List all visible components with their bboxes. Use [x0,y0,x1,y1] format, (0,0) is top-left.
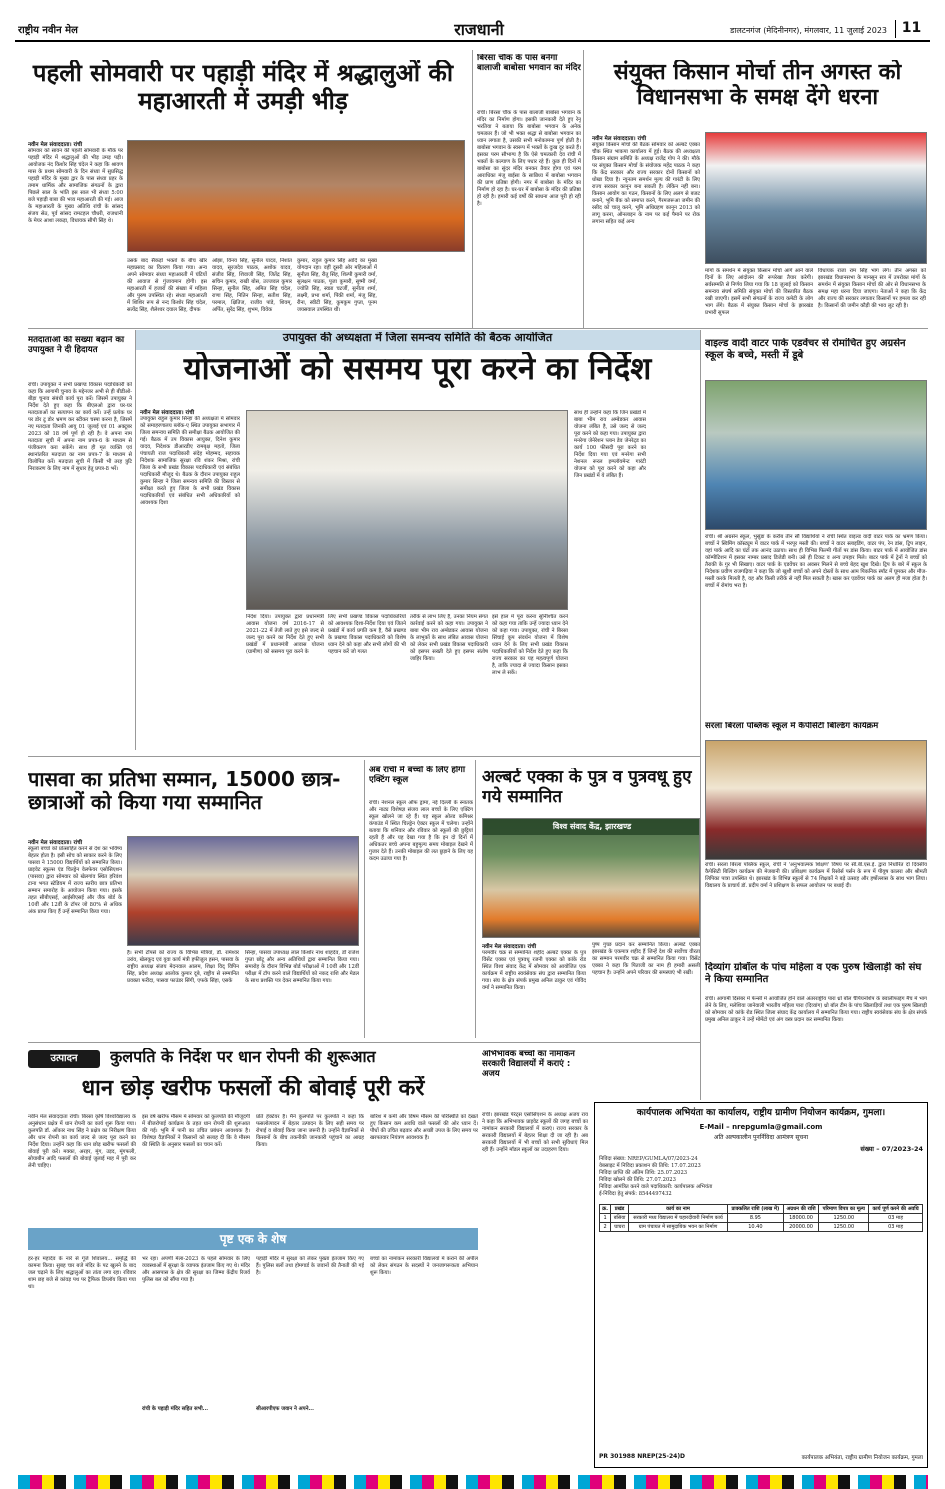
shesh-col3-head: सीआरपीएफ जवान ने अपने... [256,1406,314,1412]
table-row [600,1214,923,1223]
tender-table [599,1204,923,1232]
sarla-headline: सरला बिरला पब्लिक स्कूल में कैपेसिटी बिल्डिंग कार्यक्रम [705,722,879,731]
tender-detail: वेबसाइट में निविदा प्रकाशन की तिथि: 17.07.2023 [599,1163,701,1169]
page-number: 11 [895,20,927,38]
paswa-byline: नवीन मेल संवाददाता। रांची [28,840,83,846]
matdata-body: रांची। उपायुक्त ने सभी प्रखण्ड विकास पदाधिकारी को कहा कि आगामी चुनाव के मद्देनजर अभी से ही बीडीओ-बीड़ा चुनाव संबंधी कार्य पूरा करें। जिसमें उपायुक्त ने निर्देश देते हुए कहा कि बीएलओ द्वारा घर-घर मतदाताओं का सत्यापन का कार्य करें। उन्हें प्रत्येक घर पर डोर टू डोर भ्रमण कर स्टीकर चस्पा करना है, जिसमें नए मतदाता जिनकी आयु 01 जुलाई एवं 01 अक्टूबर 2023 को 18 वर्ष पूर्ण हो रही है। वे अपना नाम मतदाता सूची में अपना नाम प्रपत्र-6 के माध्यम से पंजीकरण करा सकेंगे। साथ ही मृत व्यक्ति एवं स्थानांतरित मतदाता का नाम प्रपत्र-7 के माध्यम से विलोपित करें। मतदाता सूची में किसी भी तरह त्रुटि निराकरण के लिए नाम में सुधार हेतु प्रपत्र-8 भरें। [28,382,132,472]
shesh-banner: पृष्ट एक के शेष [28,1228,478,1250]
waterpark-body: रांची। श्री अग्रसेन स्कूल, भुसुंडा के करीब तीन सौ विद्यार्थियों ने रांची स्थित वाइल्ड वादी वाटर पार्क का भ्रमण किया। बच्चों ने स्विमिंग कॉस्ट्यूम में वाटर पार्क में भरपूर मस्ती की। बच्चों ने वाटर स्लाइडिंग, वाटर पंप, रेन डांस, ट्रिप लाइन, वहां पार्क आदि का घंटों तक आनंद उठाया। साथ ही विभिन्न फिल्मी गीतों पर डांस किया। बाटर पार्क में आयोजित डांस कॉम्पीटिशन में इसका नाम्बर प्रसाद डिजेडी बनी। उसे ही टिकट व अन्य उपहार मिले। बाटर पार्क में ट्रेनों ने बच्चों को तैराकी के गुर भी सिखाए। वाटर पार्क के एडवेंचर का अवसर मिलने से बच्चे बेहद खुश दिखे। ट्रिप के बारे में स्कूल के निदेशक प्रवीण राजगढ़िया ने कहा कि जो खुशी बच्चों को अपने दोस्तों के साथ आम पिकनिक स्पॉट में घूमकर और मौज-मस्ती करके मिलती है, वह और किसी तरीके से नहीं मिल सकती है। खास कर एडवेंचर पार्क का अलग ही मजा होता है। बच्चों में रोमांच भरा है। [705,534,927,589]
tender-details [599,1156,923,1198]
kisan-col2: मांगों के समर्थन में संयुक्त किसान मोर्चा आगे आने वाले दिनों के लिए आंदोलन की रूपरेखा तैयार करेगी। सर्वसम्मति से निर्णय लिया गया कि 18 जुलाई को किसान समन्वय संघर्ष समिति संयुक्त मोर्चा की विस्तारित बैठक रखी जाएगी। इसमें सभी संगठनों के राज्य कमेटी के लोग भाग लेंगे। बैठक में संयुक्त किसान मोर्चा के झारखंड प्रभारी सुफल [705,268,813,316]
dhan-kicker: कुलपति के निर्देश पर धान रोपनी की शुरूआत [110,1048,376,1066]
mahaarti-byline: नवीन मेल संवाददाता। रांची [28,142,83,148]
tender-td: 03 माह [869,1223,923,1232]
section-rule [28,328,928,329]
sarla-body: रांची। सरला बिरला पब्लिक स्कूल, रांची ने 'अनुभवात्मक शिक्षण' विषय पर सी.बी.एस.ई. द्वारा निर्धारित दो दिवसीय कैपेसिटी बिल्डिंग कार्यक्रम की मेजबानी की। प्रशिक्षण कार्यक्रम में रिसोर्स पर्सन के रूप में पीयूष कालरा और श्रीमती लिपिका पात्रा उपस्थित थे। झारखंड के विभिन्न स्कूलों से 74 शिक्षकों ने बड़े उत्साह और हर्षोल्लास के साथ भाग लिया। विद्यालय के प्राचार्य डॉ. प्रदीप वर्मा ने प्रशिक्षण के सफल आयोजन पर बधाई दी। [705,862,927,889]
tender-notice [594,1102,928,1468]
yojana-headline: योजनाओं को ससमय पूरा करने का निर्देश [183,352,652,387]
paswa-body: स्कूलों बच्चों को प्रोत्साहित करने से देश का भविष्य बेहतर होता है। इसी सोच को साकार करने के लिए पासवा ने 15000 विद्यार्थियों को सम्मानित किया। प्राइवेट स्कूल्स एंड चिल्ड्रेन वेलफेयर एसोसिएशन (पासवा) द्वारा सोमवार को खेलगांव स्थित हरिवंश टाना भगत स्टेडियम में राज्य स्तरीय छात्र प्रतिभा सम्मान समारोह के आयोजन किया गया। इसके तहत सीबीएसई, आईसीएसई और जैक बोर्ड के 10वीं और 12वीं के टॉपर जो 80% से अधिक अंक प्राप्त किए हैं उन्हें सम्मानित किया गया। [28,846,122,915]
kisan-body: संयुक्त किसान मोर्चा की बैठक सोमवार को अल्बर्ट एक्का चौक स्थित भाकपा कार्यालय में हुई। बैठक की अध्यक्षता किसान संग्राम समिति के अध्यक्ष राजेंद्र गोप ने की। मौके पर संयुक्त किसान मोर्चा के संयोजक महेंद्र पाठक ने कहा कि केंद्र सरकार और राज्य सरकार दोनों किसानों को धोखा दिया है। न्यूनतम समर्थन मूल्य की गारंटी के लिए राज्य सरकार कानून बना सकती है। लेकिन नहीं बना। किसान आयोग का गठन, किसानों के लिए अलग से बजट बनाने, भूमि बैंक को समाप्त करने, गैरमजरूआ जमीन की रसीद को चालू करने, भूमि अधिग्रहण कानून 2013 को लागू करना, ऑनलाइन के नाम पर कई पैमाने पर रोक लगाना सहित कई अन्य [592,142,700,225]
yojana-col4: तरीके से लाभ लिए हैं, उनका नियम संगत कार्रवाई करने को कहा गया। उपायुक्त ने बाबा भीम राव अम्बेडकर आवास योजना के लाभुकों के साथ लंबित आवास योजना को लेकर सभी प्रखंड विकास पदाधिकारी को इसपर सख्ती देते हुए इसपर संतोष जाहिर किया। [410,614,488,662]
tender-table-header [600,1205,923,1214]
yojana-col5: साथ ही उन्होंने कहा कि जिन प्रखंडों में बाबा भीम राव अम्बेडकर आवास योजना लंबित है, उसे जल्द से जल्द पूरा करने को कहा गया। उपायुक्त द्वारा मनरेगा जेनेरेशन प्लान डेव जेनरेट्ड का कार्य 100 फीसदी पूरा करने का निर्देश दिया गया एवं मनरेगा सभी नेशनल रूरल इम्प्लॉयमेन्ट गारंटी योजना को पूरा करने को कहा और जिन प्रखंडों में ये लंबित हैं। [574,410,646,479]
kisan-col3: विधायक राजा राम सिंह भाग लेंगे। तीन अगस्त को झारखंड विधानसभा के मानसून सत्र में उपरोक्त मांगों के समर्थन में संयुक्त किसान मोर्चा की ओर से विधानसभा के समक्ष महा धरना दिया जाएगा। नेताओं ने कहा कि केंद्र और राज्य की सरकार लगातार किसानों पर हमला कर रही है। किसानों की जमीन कौड़ी की भाव लूट रही है। [818,268,926,309]
mahaarti-headline: पहली सोमवारी पर पहाड़ी मंदिर में श्रद्धालुओं की महाआरती में उमड़ी भीड़ [32,60,454,115]
section-rule [28,756,700,757]
tender-td: घाघरा [611,1223,629,1232]
table-row [600,1223,923,1232]
yojana-col2: निर्देश दिया। उपायुक्त द्वारा प्रधानमंत्री आवास योजना वर्ष 2016-17 से 2021-22 में तेजी लाते हुए इसे जल्द से जल्द पूरा करने का निर्देश देते हुए सभी प्रखंडों में प्रधानमंत्री आवास योजना (ग्रामीण) को ससमय पूरा करने के [246,614,324,655]
albert-photo-banner: विश्व संवाद केंद्र, झारखण्ड [483,819,700,835]
mahaarti-col3: ओझा, विनय सिंह, सुनील यादव, निशांत यादव, सूरजदेव पाठक, अशोक यादव, संजीव सिंह, शिवाजी सिंह, जितेंद्र सिंह, सचिन कुमार, राखी बोस, उज्जवल कुमार सिन्हा, सुनील सिंह, अमित सिंह चंदेल, राणा सिंह, नितिन सिन्हा, सतीश सिंह, परमाल, क्षितिज, राजीव पांडे, शिवम्, अर्पित, सुरेंद्र सिंह, शुभम, विवेक [212,258,292,313]
tender-td: 03 माह [869,1214,923,1223]
balaji-headline: बिरसा चौक के पास बनेगा बालाजी बाबोसा भगवान का मंदिर [477,54,581,73]
albert-photo [482,818,700,938]
tender-th: अग्रधन की राशि [783,1205,819,1214]
divyang-body: रांची। आगामी दिसंबर में फेन्सी में आयोजित होने वाले अंतरराष्ट्रीय पारा थ्रो बॉल चैंपियनशिप के क्वालीफाइंग मैच में भाग लेने के लिए, मलेशिया जानेवाली भारतीय महिला पारा (दिव्यांग) थ्रो बॉल टीम के पांच खिलाड़ियों तथा एक पुरुष खिलाड़ी को सोमवार को कांके रोड स्थित जिला संघाद केंद्र कार्यालय में सम्मानित किया गया। राष्ट्रीय स्वयंसेवक संघ के क्षेत्र संपर्क प्रमुख अनिल ठाकुर ने उन्हें मोमेंटो एवं अंग वस्त्र प्रदान कर सम्मानित किया। [705,996,927,1023]
dhan-col4: बारिश में कमी और विषम मौसम की परिस्थिति को देखते हुए किसान कम अवधि वाले फसलों की ओर ध्यान दें। पौधों की उचित बढ़वार और अच्छी उपज के लिए समय पर खरपतवार नियंत्रण आवश्यक है। [370,1114,478,1141]
balaji-body: रांची। बिरसा चौक के पास बालाजी बाबोसा भगवान के मंदिर का निर्माण होगा। इसकी जानकारी देते हुए रेनू भरतिया ने बताया कि बाबोसा भगवान के अनेक चमत्कार हैं। जो भी भक्त श्रद्धा से बाबोसा भगवान का ध्यान लगाता है, उसकी सभी मनोकामना पूर्ण होती है। बाबोसा भगवान के स्वरूप में भक्तों के दुःख दूर करते हैं। इसका परम सौभाग्य है कि ऐसे चमत्कारी देव रांची में भक्तों के कल्याण के लिए पधार रहे हैं। कुछ ही दिनों में बाबोसा का सुंदर मंदिर बनकर तैयार होगा एवं परम आराधिका मंजू बाईसा के सान्निध्य में बाबोसा भगवान की प्राण प्रतिष्ठा होगी। नगर में बाबोसा के मंदिर का निर्माण हो रहा है। घर-घर में बाबोसा के मंदिर की प्रतिष्ठा हो रही है। हमारी कई वर्षों की साधना आज पूरी हो रही है। [477,110,581,207]
acting-body: रांची। नेशनल स्कूल ऑफ ड्रामा, नई दिल्ली के स्नातक और नाट्य विशेषज्ञ संजय लाल बच्चों के लिए एक्टिंग स्कूल खोलने जा रहे हैं। यह स्कूल ओल्ड कमिश्नर कंपाउंड में स्थित चिल्ड्रेन ऐक्टर स्कूल में चलेगा। उन्होंने बताया कि शनिवार और रविवार को स्कूलों की छुट्टियां रहती हैं और यह देखा गया है कि इन दो दिनों में अधिकतर बच्चे अपना बहुमूल्य समय मोबाइल देखने में गुजार देते हैं। उनकी मोबाइल की लत छुड़ाने के लिए यह कदम उठाया गया है। [369,800,473,862]
waterpark-photo [705,380,927,530]
kisan-photo [705,132,927,264]
shesh-col1: हर-हर महादेव के नारे से गूंजे शिवालय... समृद्धि की कामना किया। सुबह चार बजे मंदिर के पट खुलने के बाद जल चढ़ाने के लिए श्रद्धालुओं का तांता लगा रहा। रविवार शाम छह बजे से कांवड़ पथ पर ट्रैफिक डिप्लॉय किया गया था। [28,1256,136,1290]
divyang-headline: दिव्यांग ग्रोबॉल के पांच महिला व एक पुरुष खिलाड़ी को संघ ने किया सम्मानित [705,962,922,985]
dateline: डालटनगंज (मेदिनीनगर), मंगलवार, 11 जुलाई 2023 [730,26,887,35]
tender-detail: निविदा प्राप्ति की अंतिम तिथि: 25.07.2023 [599,1170,688,1176]
dhan-col2: इस वर्ष खरीफ मौसम में सोमवार को कुलपति की मौजूदगी में बीजरोपाई कार्यक्रम के तहत धान रोपनी की शुरूआत की गई। भूमि में पानी का उचित प्रबंधन आवश्यक है। विशेषज्ञ वैज्ञानिकों ने किसानों को सलाह दी कि वे मौसम की स्थिति के अनुसार फसलों का चयन करें। [142,1114,250,1148]
paswa-col2: है। सभी टॉपर्स को राज्य के विभिन्न मंत्रियों, डॉ. रामेश्वर उरांव, खेलकूद एवं युवा कार्य मंत्री हफीजुल हसन, पासवा के राष्ट्रीय अध्यक्ष संजय मेदनवाल आलम, शिक्षा विद् विपिन सिंह, प्रदेश अध्यक्ष आलोक कुमार दूबे, राष्ट्रीय से सम्मानित प्रवक्ता फरीदा, पासवा फाउंडर सिंगी, एफके सिंहा, एसके [127,950,239,984]
tender-td: सरकारी मध्य विद्यालय में चहारदीवारी निर्माण कार्य [628,1214,727,1223]
edition-label: राजधानी [454,20,504,39]
yojana-photo [246,410,568,610]
tender-td: 10.40 [728,1223,783,1232]
yojana-body: उपायुक्त राहुल कुमार सिन्हा की अध्यक्षता में सोमवार को समाहरणालय ब्लॉक-ए स्थित उपायुक्त सभागार में जिला समन्वय समिति की समीक्षा बैठक आयोजित की गई। बैठक में उप विकास आयुक्त, दिनेश कुमार यादव, निदेशक डीआरडीए रामबृक्ष महतो, जिला पंचायती राज पदाधिकारी संदेह मोहम्मद, सहायक निदेशक सामाजिक सुरक्षा रवि शंकर मिश्रा, रांची जिला के सभी प्रखंड विकास पदाधिकारी एवं संबंधित पदाधिकारी मौजूद थे। बैठक के दौरान उपायुक्त राहुल कुमार सिन्हा ने जिला समन्वय समिति की विस्तार से समीक्षा करते हुए जिला के सभी प्रखंड विकास पदाधिकारियों एवं संबंधित सभी अधिकारियों को आवश्यक दिशा [140,416,240,506]
tender-notice-number: संख्या – 07/2023-24 [860,1145,923,1153]
yojana-byline: नवीन मेल संवाददाता। रांची [140,410,195,416]
tender-td: 1 [600,1214,611,1223]
tender-th: परिमाण विपत्र का मूल्य [819,1205,869,1214]
tender-th: प्राक्कलित राशि (लाख में) [728,1205,783,1214]
tender-detail: निविदा खोलने की तिथि: 27.07.2023 [599,1177,676,1183]
yojana-col3: लिए सभी प्रखण्ड विकास पदाधिकारियों को आवश्यक दिशा-निर्देश दिया एवं जितने प्रखंडों में कार्य प्रगति कम है, वैसे प्रखण्ड के प्रखण्ड विकास पदाधिकारी को विशेष ध्यान देने को कहा और सभी लोगों की भी पहचान करें जो गलत [328,614,406,655]
abhibhavak-body: रांची। झारखंड पेरेंट्स एसोसिएशन के अध्यक्ष अजय राय ने कहा कि अभिभावक प्राइवेट स्कूलों की जगह बच्चों का नामांकन सरकारी विद्यालयों में कराएं। राज्य सरकार के सरकारी विद्यालयों में बेहतर शिक्षा दी जा रही है। अब सरकारी विद्यालयों में भी बच्चों को सभी सुविधाएं मिल रही हैं। उन्होंने मॉडल स्कूलों का उदाहरण दिया। [482,1112,588,1153]
tender-footer: PR 301988 NREP(25-24)D [599,1453,686,1460]
masthead [0,0,945,40]
yojana-col6: इसे हाल में पूरा करना सुनिश्चित करने को कहा गया ताकि उन्हें ज्यादा ध्यान देने को कहा गया। उपायुक्त, रांची ने बिरसा सिंचाई कूप संवर्धन योजना में विशेष ध्यान देने के लिए सभी प्रखंड विकास पदाधिकारियों को निर्देश देते हुए कहा कि राज्य सरकार का यह महत्वपूर्ण योजना है, ताकि ज्यादा से ज्यादा किसान इसका लाभ ले सकें। [492,614,568,676]
tender-th: कार्य पूर्ण करने की अवधि [869,1205,923,1214]
dhan-tag: उत्पादन [28,1050,100,1068]
dhan-col3: प्रति हेक्टेयर है। मैंने कुलपति पर कुलपति ने कहा कि फसलोत्पादन में बेहतर उत्पादन के लिए सही समय पर रोपाई व बोवाई किया जाना जरूरी है। उन्होंने वैज्ञानिकों से किसानों के बीच तकनीकी जानकारी पहुंचाने का आग्रह किया। [256,1114,364,1148]
paswa-photo [127,836,359,946]
albert-body: परमवीर चक्र से सम्मानित शहीद अल्बर्ट एक्का के पुत्र विंसेंट एक्का एवं पुत्रवधू रजनी एक्का को कांके रोड स्थित विश्व संवाद केंद्र में सोमवार को आयोजित एक कार्यक्रम में राष्ट्रीय स्वयंसेवक संघ द्वारा सम्मानित किया गया। संघ के क्षेत्र संपर्क प्रमुख अनिल ठाकुर एवं गोविंद वर्मा ने सम्मानित किया। [482,950,586,991]
tender-th: प्रखंड [611,1205,629,1214]
mahaarti-body: सोमवार को सावन की पहली सोमवारी के मौके पर पहाड़ी मंदिर में श्रद्धालुओं की भीड़ उमड़ पड़ी। आयोजक नंद किशोर सिंह चंदेल ने कहा कि श्रावण मास के प्रथम सोमवारी के दिन संध्या में सुप्रसिद्ध पहाड़ी मंदिर के मुख्य द्वार के पास संध्या प्रहर के तमाम धार्मिक और सामाजिक संगठनों के द्वारा पिछले साल के भांति इस साल भी संध्या 5:00 बजे पहाड़ी बाबा की भव्य महाआरती की गई। आज के महाआरती के मुख्य अतिथि रांची के सांसद संजय सेठ, पूर्व सांसद रामटहल चौधरी, राजधानी के मेयर आशा लकड़ा, विधायक सीपी सिंह थे। [28,148,123,224]
paper-logo: राष्ट्रीय नवीन मेल [18,25,78,36]
abhibhavak-headline: अभिभावक बच्चों का नामांकन सरकारी विद्यालयों में कराएं : अजय [482,1050,575,1079]
tender-signature: कार्यपालक अभियंता, राष्ट्रीय ग्रामीण नियोजन कार्यक्रम, गुमला [801,1455,923,1461]
sarla-photo [705,740,927,860]
albert-byline: नवीन मेल संवाददाता। रांची [482,944,537,950]
waterpark-headline: वाइल्ड वादी वाटर पार्क एडवेंचर से रोमांचित हुए अग्रसेन स्कूल के बच्चे, मस्ती में डूबे [705,338,906,361]
matdata-headline: मतदाताओं की संख्या बढ़ाने का उपायुक्त ने दी हिदायत [28,336,125,355]
tender-notice-title: अति अल्पकालीन पुनर्निविदा आमंत्रण सूचना [713,1134,809,1141]
kisan-headline: संयुक्त किसान मोर्चा तीन अगस्त को विधानसभा के समक्ष देंगे धरना [613,60,902,111]
kisan-byline: नवीन मेल संवाददाता। रांची [592,136,647,142]
tender-office: कार्यपालक अभियंता का कार्यालय, राष्ट्रीय ग्रामीण नियोजन कार्यक्रम, गुमला। [636,1108,886,1118]
column-rule [135,330,136,750]
acting-box [364,760,476,1038]
paswa-col3: सिन्हा, पासवा उपाध्यक्ष लाल किशोर नाथ शाहदेव, डॉ राजेश गुप्ता छोटू और अन्य अतिथियों द्वारा सम्मानित किया गया। समारोह के दौरान विभिन्न बोर्ड परीक्षाओं में 10वीं और 12वीं परीक्षा में टॉप करने वाले विद्यार्थियों को नकद राशि और मेडल के साथ प्रशस्ति पत्र देकर सम्मानित किया गया। [245,950,359,984]
tender-th: कार्य का नाम [628,1205,727,1214]
tender-email: E-Mail – nrepgumla@gmail.com [699,1123,823,1131]
mahaarti-photo [127,140,465,252]
shesh-col2 [142,1256,250,1466]
masthead-rule [15,40,930,42]
section-rule [28,1042,700,1043]
tender-td: 20000.00 [783,1223,819,1232]
shesh-col3 [256,1256,364,1466]
tender-detail: निविदा आमंत्रित करने वाले पदाधिकारी: कार्यपालक अभियंता [599,1184,713,1190]
acting-headline: अब रांची में बच्चों के लिए होगा एक्टिंग स्कूल [369,766,466,785]
tender-td: बसिया [611,1214,629,1223]
balaji-box [472,50,584,328]
column-rule [700,330,701,1100]
yojana-kicker: उपायुक्त की अध्यक्षता में जिला समन्वय समिति की बैठक आयोजित [282,332,553,344]
shesh-col2-body: भर रहा। अपणी मेला-2023 के पहले सोमवार के लिए व्यवस्थाओं में सुरक्षा के व्यापक इंतजाम किए गए थे। मंदिर और आसपास के क्षेत्र की सुरक्षा का जिम्मा केंद्रीय रिजर्व पुलिस बल को सौंपा गया है। [142,1256,250,1283]
mahaarti-col2: उसके बाद सैकड़ों भक्तों के बीच खीर महाप्रसाद का वितरण किया गया। अन्य अपने सोमवार संध्या महाआरती में घंटियों की आवाज से गुंजायमान होगी। इस महाआरती में हजारों की संख्या में महिला और पुरुष उपस्थित रहे। संध्या महाआरती में शिशिर रूप से नन्द किशोर सिंह चंदेल, सत्येंद्र सिंह, शैलेश्वर दयाल सिंह, दीपक [127,258,207,313]
albert-col2: पुष्प गुच्छ प्रदान कर सम्मानित किया। अल्बर्ट एक्का झारखंड के एकमात्र शहीद हैं जिन्हें देश की सर्वोच्च वीरता का सम्मान परमवीर चक्र से सम्मानित किया गया। विंसेंट एक्का ने कहा कि पिताजी का नाम ही हमारी असली पहचान है। उन्होंने अपने परिवार की समस्याएं भी रखीं। [592,942,700,976]
shesh-col2-head: रांची के पहाड़ी मंदिर सहित सभी... [142,1406,209,1412]
tender-td: 8.95 [728,1214,783,1223]
registration-bar [18,1475,928,1489]
tender-td: ग्राम पंचायत में सामुदायिक भवन का निर्माण [628,1223,727,1232]
dhan-body: नवीन मेल संवाददाता रांची। बिरसा कृषि विश्वविद्यालय के अनुसंधान प्रक्षेत्र में धान रोपनी का कार्य शुरू किया गया। कुलपति डॉ. ओंकार नाथ सिंह ने प्रक्षेत्र का निरीक्षण किया और धान रोपनी का कार्य जल्द से जल्द पूरा करने का निर्देश दिया। उन्होंने कहा कि धान छोड़ खरीफ फसलों की बोवाई पूरी करें। मक्का, अरहर, मूंग, उड़द, मूंगफली, सोयाबीन आदि फसलों की बोवाई जुलाई माह में पूरी कर लेनी चाहिए। [28,1114,136,1169]
tender-th: क्र. [600,1205,611,1214]
tender-detail: निविदा संख्या: NREP/GUMLA/07/2023-24 [599,1156,698,1162]
mahaarti-col4: कुमार, राहुल कुमार सिंह आदि का मुख्य योगदान रहा। वहीं दूसरी ओर महिलाओं में सुनीता सिंह, रीतू सिंह, शिल्पी कुमारी वर्मा, सुलक्षन पाठक, पूजा कुमारी, सुष्मी वर्मा, ज्योति सिंह, स्वप्ना चटर्जी, सुनीता शर्मा, लक्ष्मी, प्रभा शर्मा, पिंकी शर्मा, मंजू सिंह, रीना, स्वीटी सिंह, कुमकुम गुप्ता, पूनम जयसवाल उपस्थित थीं। [297,258,377,313]
paswa-headline: पासवा का प्रतिभा सम्मान, 15000 छात्र-छात्राओं को किया गया सम्मानित [28,768,341,814]
tender-detail: ई-निविदा हेतु संपर्क: 8544497432 [599,1191,672,1197]
shesh-col4: बच्चों का नामांकन सरकारी विद्यालयों में कराने की अपील को लेकर संगठन के सदस्यों ने जनजागरूकता अभियान शुरू किया। [370,1256,478,1276]
shesh-col3-body: पहाड़ी मंदिर में सुरक्षा को लेकर पुख्ता इंतजाम किए गए हैं। पुलिस बलोंं तथा होमगार्ड के जवानों की तैनाती की गई है। [256,1256,364,1276]
tender-td: 1250.00 [819,1223,869,1232]
tender-td: 1250.00 [819,1214,869,1223]
tender-td: 2 [600,1223,611,1232]
dhan-headline: धान छोड़ खरीफ फसलों की बोवाई पूरी करें [81,1076,425,1101]
tender-td: 18000.00 [783,1214,819,1223]
albert-headline: अल्बर्ट एक्का के पुत्र व पुत्रवधू हुए गये सम्मानित [482,768,692,807]
